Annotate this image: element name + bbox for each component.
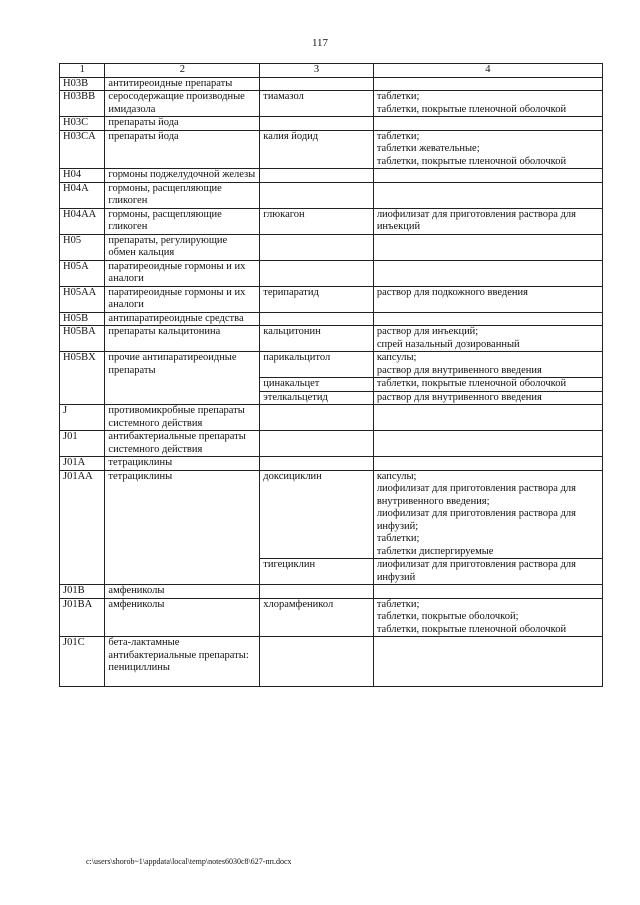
atc-code-cell: H05AA xyxy=(60,286,105,312)
table-row xyxy=(60,234,603,260)
group-name-cell: паратиреоидные гормоны и их аналоги xyxy=(105,286,260,312)
table-body xyxy=(60,77,603,687)
dosage-forms-cell xyxy=(373,260,602,286)
group-name-cell: тетрациклины xyxy=(105,457,260,471)
footer-file-path: c:\users\shorob~1\appdata\local\temp\notes6030c8\627-пп.docx xyxy=(86,857,292,866)
drug-name-cell xyxy=(260,234,374,260)
atc-code-cell: J01C xyxy=(60,637,105,687)
dosage-forms-cell: таблетки; таблетки жевательные; таблетки, покрытые пленочной оболочкой xyxy=(373,130,602,169)
table-row xyxy=(60,208,603,234)
atc-code-cell: H03CA xyxy=(60,130,105,169)
table-header-row xyxy=(60,64,603,78)
drug-name-cell: этелкальцетид xyxy=(260,391,374,405)
table-row xyxy=(60,585,603,599)
group-name-cell: антипаратиреоидные средства xyxy=(105,312,260,326)
dosage-forms-cell: раствор для внутривенного введения xyxy=(373,391,602,405)
group-name-cell: антибактериальные препараты системного действия xyxy=(105,431,260,457)
group-name-cell: препараты йода xyxy=(105,130,260,169)
table-row xyxy=(60,117,603,131)
drug-name-cell xyxy=(260,169,374,183)
drug-name-cell: кальцитонин xyxy=(260,326,374,352)
drug-name-cell xyxy=(260,312,374,326)
group-name-cell: препараты, регулирующие обмен кальция xyxy=(105,234,260,260)
drug-name-cell xyxy=(260,585,374,599)
drug-name-cell: калия йодид xyxy=(260,130,374,169)
group-name-cell: противомикробные препараты системного действия xyxy=(105,405,260,431)
dosage-forms-cell: лиофилизат для приготовления раствора для инфузий xyxy=(373,559,602,585)
group-name-cell: паратиреоидные гормоны и их аналоги xyxy=(105,260,260,286)
atc-code-cell: H03BB xyxy=(60,91,105,117)
group-name-cell: препараты кальцитонина xyxy=(105,326,260,352)
group-name-cell: антитиреоидные препараты xyxy=(105,77,260,91)
drug-name-cell xyxy=(260,405,374,431)
drug-name-cell: хлорамфеникол xyxy=(260,598,374,637)
group-name-cell: амфениколы xyxy=(105,585,260,599)
atc-code-cell: J01BA xyxy=(60,598,105,637)
drug-name-cell: тигециклин xyxy=(260,559,374,585)
atc-code-cell: J01 xyxy=(60,431,105,457)
group-name-cell: гормоны, расщепляющие гликоген xyxy=(105,182,260,208)
table-row xyxy=(60,470,603,559)
drug-name-cell: терипаратид xyxy=(260,286,374,312)
atc-code-cell: H04AA xyxy=(60,208,105,234)
column-header: 4 xyxy=(373,64,602,78)
table-row xyxy=(60,286,603,312)
table-row xyxy=(60,130,603,169)
dosage-forms-cell xyxy=(373,585,602,599)
table-row xyxy=(60,77,603,91)
dosage-forms-cell xyxy=(373,457,602,471)
group-name-cell: тетрациклины xyxy=(105,470,260,585)
table-row xyxy=(60,326,603,352)
drug-name-cell: цинакальцет xyxy=(260,378,374,392)
dosage-forms-cell xyxy=(373,182,602,208)
table-row xyxy=(60,352,603,378)
dosage-forms-cell: капсулы; раствор для внутривенного введения xyxy=(373,352,602,378)
atc-code-cell: H04 xyxy=(60,169,105,183)
drug-name-cell xyxy=(260,637,374,687)
page-number: 117 xyxy=(311,37,329,49)
atc-code-cell: H05A xyxy=(60,260,105,286)
dosage-forms-cell xyxy=(373,431,602,457)
dosage-forms-cell xyxy=(373,77,602,91)
dosage-forms-cell xyxy=(373,169,602,183)
drug-name-cell: парикальцитол xyxy=(260,352,374,378)
drug-name-cell: доксициклин xyxy=(260,470,374,559)
dosage-forms-cell xyxy=(373,234,602,260)
group-name-cell: препараты йода xyxy=(105,117,260,131)
table-row xyxy=(60,457,603,471)
drug-name-cell xyxy=(260,260,374,286)
dosage-forms-cell: таблетки, покрытые пленочной оболочкой xyxy=(373,378,602,392)
atc-code-cell: J01B xyxy=(60,585,105,599)
dosage-forms-cell: раствор для инъекций; спрей назальный дозированный xyxy=(373,326,602,352)
column-header: 1 xyxy=(60,64,105,78)
drug-name-cell xyxy=(260,457,374,471)
atc-code-cell: J xyxy=(60,405,105,431)
table-row xyxy=(60,598,603,637)
dosage-forms-cell xyxy=(373,117,602,131)
table-row xyxy=(60,260,603,286)
column-header: 2 xyxy=(105,64,260,78)
atc-code-cell: J01AA xyxy=(60,470,105,585)
atc-code-cell: H05B xyxy=(60,312,105,326)
dosage-forms-cell xyxy=(373,637,602,687)
table-row xyxy=(60,431,603,457)
table-row xyxy=(60,312,603,326)
column-header: 3 xyxy=(260,64,374,78)
atc-code-cell: H03B xyxy=(60,77,105,91)
dosage-forms-cell xyxy=(373,405,602,431)
table-row xyxy=(60,405,603,431)
drug-table xyxy=(59,63,603,687)
dosage-forms-cell: раствор для подкожного введения xyxy=(373,286,602,312)
drug-name-cell xyxy=(260,117,374,131)
dosage-forms-cell xyxy=(373,312,602,326)
table-row xyxy=(60,169,603,183)
atc-code-cell: J01A xyxy=(60,457,105,471)
table-row xyxy=(60,91,603,117)
atc-code-cell: H05BX xyxy=(60,352,105,405)
drug-name-cell xyxy=(260,182,374,208)
group-name-cell: гормоны, расщепляющие гликоген xyxy=(105,208,260,234)
group-name-cell: серосодержащие производные имидазола xyxy=(105,91,260,117)
dosage-forms-cell: капсулы; лиофилизат для приготовления раствора для внутривенного введения; лиофилизат для приготовления раствора для инфузий; таблетки; таблетки диспергируемые xyxy=(373,470,602,559)
drug-name-cell: глюкагон xyxy=(260,208,374,234)
table-row xyxy=(60,182,603,208)
drug-name-cell xyxy=(260,431,374,457)
dosage-forms-cell: таблетки; таблетки, покрытые оболочкой; таблетки, покрытые пленочной оболочкой xyxy=(373,598,602,637)
group-name-cell: гормоны поджелудочной железы xyxy=(105,169,260,183)
group-name-cell: амфениколы xyxy=(105,598,260,637)
atc-code-cell: H05 xyxy=(60,234,105,260)
drug-name-cell xyxy=(260,77,374,91)
group-name-cell: прочие антипаратиреоидные препараты xyxy=(105,352,260,405)
group-name-cell: бета-лактамные антибактериальные препараты: пенициллины xyxy=(105,637,260,687)
atc-code-cell: H03C xyxy=(60,117,105,131)
dosage-forms-cell: лиофилизат для приготовления раствора для инъекций xyxy=(373,208,602,234)
dosage-forms-cell: таблетки; таблетки, покрытые пленочной оболочкой xyxy=(373,91,602,117)
atc-code-cell: H05BA xyxy=(60,326,105,352)
table-row xyxy=(60,637,603,687)
atc-code-cell: H04A xyxy=(60,182,105,208)
drug-name-cell: тиамазол xyxy=(260,91,374,117)
